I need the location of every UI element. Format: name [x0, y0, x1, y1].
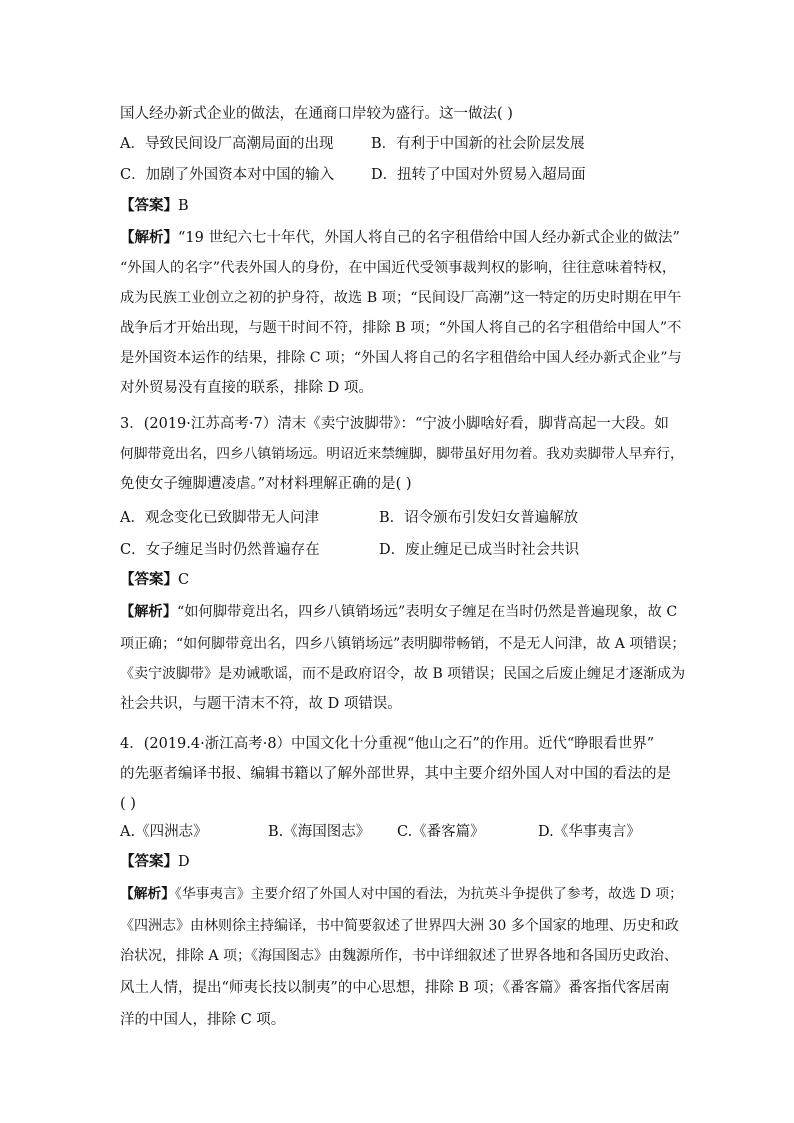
q3-analysis-line: 项正确；“如何脚带竟出名，四乡八镇销场远”表明脚带畅销，不是无人问津，故 A 项错误；	[120, 636, 686, 652]
q4-stem-line: 的先驱者编译书报、编辑书籍以了解外部世界，其中主要介绍外国人对中国的看法的是	[120, 766, 671, 782]
q3-analysis-line: 【解析】“如何脚带竟出名，四乡八镇销场远”表明女子缠足在当时仍然是普遍现象，故 C	[120, 604, 678, 620]
q3-option-c: C．女子缠足当时仍然普遍存在	[120, 542, 320, 558]
q4-option-a: A.《四洲志》	[120, 824, 208, 840]
answer-label: 【答案】	[120, 853, 178, 870]
q2-analysis-line: 成为民族工业创立之初的护身符，故选 B 项；“民间设厂高潮”这一特定的历史时期在甲午	[120, 290, 682, 306]
analysis-label: 【解析】	[120, 886, 176, 902]
q4-option-c: C.《番客篇》	[397, 824, 485, 840]
answer-value: C	[178, 572, 190, 588]
answer-value: B	[178, 198, 189, 214]
q2-option-b: B．有利于中国新的社会阶层发展	[371, 136, 585, 152]
q4-analysis-line: 洋的中国人，排除 C 项。	[120, 1012, 286, 1028]
q4-option-b: B.《海国图志》	[268, 824, 371, 840]
q4-analysis-line: 【解析】《华事夷言》主要介绍了外国人对中国的看法，为抗英斗争提供了参考，故选 D 项；	[120, 886, 683, 902]
q2-option-c: C．加剧了外国资本对中国的输入	[120, 167, 335, 183]
q4-analysis-line: 风土人情，提出“师夷长技以制夷”的中心思想，排除 B 项；《番客篇》番客指代客居南	[120, 980, 670, 996]
q2-analysis-line: “外国人的名字”代表外国人的身份，在中国近代受领事裁判权的影响，往往意味着特权，	[120, 260, 677, 276]
q2-analysis-line: 【解析】“19 世纪六七十年代，外国人将自己的名字租借给中国人经办新式企业的做法”	[120, 229, 680, 246]
q4-analysis-line: 治状况，排除 A 项；《海国图志》由魏源所作，书中详细叙述了世界各地和各国历史政治、	[120, 948, 679, 964]
q2-stem-tail: 国人经办新式企业的做法，在通商口岸较为盛行。这一做法( )	[120, 106, 513, 122]
analysis-label: 【解析】	[120, 604, 178, 620]
q2-option-a: A．导致民间设厂高潮局面的出现	[120, 136, 334, 152]
answer-value: D	[178, 854, 190, 870]
q4-analysis-line: 《四洲志》由林则徐主持编译，书中简要叙述了世界四大洲 30 多个国家的地理、历史和政	[120, 918, 679, 934]
analysis-label: 【解析】	[120, 229, 178, 246]
q3-stem-line: 3．(2019·江苏高考·7）清末《卖宁波脚带》：“宁波小脚啥好看，脚背高起一大段。如	[120, 416, 669, 432]
q3-stem-line: 免使女子缠脚遭凌虐。”对材料理解正确的是( )	[120, 476, 412, 492]
q2-analysis-line: 是外国资本运作的结果，排除 C 项；“外国人将自己的名字租借给中国人经办新式企业”与	[120, 350, 682, 366]
q3-stem-line: 何脚带竟出名，四乡八镇销场远。明诏近来禁缠脚，脚带虽好用勿着。我劝卖脚带人早弃行，	[120, 446, 684, 462]
q4-stem-line: ( )	[120, 796, 136, 812]
q2-analysis-line: 战争后才开始出现，与题干时间不符，排除 B 项；“外国人将自己的名字租借给中国人”不	[120, 320, 682, 336]
answer-label: 【答案】	[120, 571, 178, 588]
q3-option-b: B．诏令颁布引发妇女普遍解放	[379, 510, 579, 526]
q2-answer	[120, 196, 189, 216]
q3-option-d: D．废止缠足已成当时社会共识	[379, 542, 580, 558]
q3-option-a: A．观念变化已致脚带无人问津	[120, 510, 319, 526]
q3-answer	[120, 570, 189, 590]
q2-analysis-line: 对外贸易没有直接的联系，排除 D 项。	[120, 380, 373, 396]
q4-answer	[120, 852, 190, 872]
q2-option-d: D．扭转了中国对外贸易入超局面	[371, 167, 586, 183]
q4-option-d: D.《华事夷言》	[538, 824, 641, 840]
answer-label: 【答案】	[120, 197, 178, 214]
q3-analysis-line: 《卖宁波脚带》是劝诫歌谣，而不是政府诏令，故 B 项错误；民国之后废止缠足才逐渐成为	[120, 666, 686, 682]
q3-analysis-line: 社会共识，与题干清末不符，故 D 项错误。	[120, 696, 402, 712]
q4-stem-line: 4．(2019.4·浙江高考·8）中国文化十分重视“他山之石”的作用。近代“睁眼看世界”	[120, 736, 655, 752]
